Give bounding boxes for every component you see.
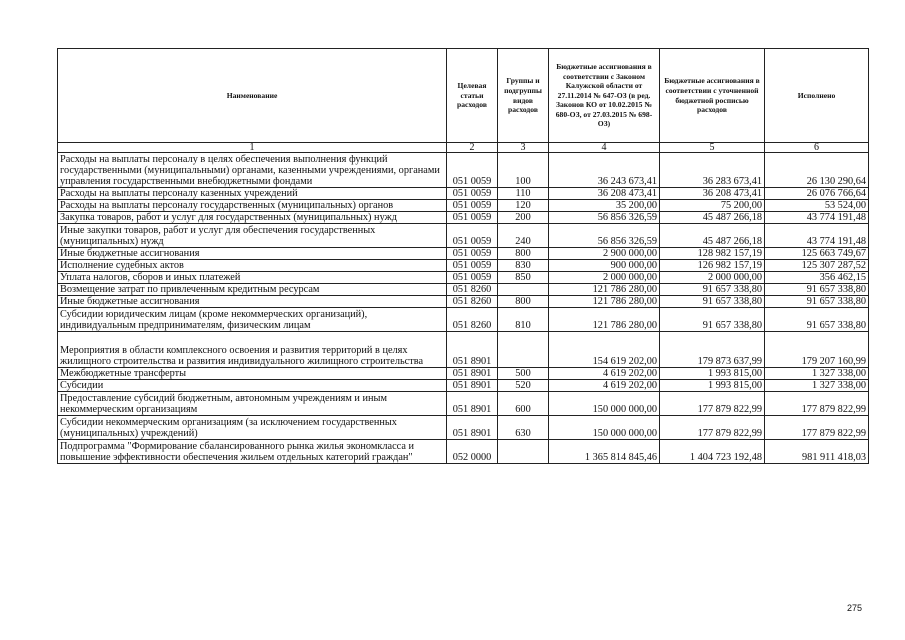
row-approved: 36 243 673,41: [549, 153, 660, 188]
row-target: 051 8901: [447, 332, 498, 368]
column-number: 6: [765, 143, 869, 153]
row-executed: 91 657 338,80: [765, 308, 869, 332]
row-group: 520: [498, 380, 549, 392]
row-name: Субсидии: [58, 380, 447, 392]
table-row: [58, 308, 869, 332]
row-target: 051 0059: [447, 272, 498, 284]
row-target: 051 8901: [447, 416, 498, 440]
row-executed: 53 524,00: [765, 200, 869, 212]
table-row: [58, 380, 869, 392]
table-row: [58, 284, 869, 296]
header-refined: Бюджетные ассигнования в соответствии с уточненной бюджетной росписью расходов: [660, 49, 765, 143]
row-name: Закупка товаров, работ и услуг для государственных (муниципальных) нужд: [58, 212, 447, 224]
row-target: 051 8901: [447, 392, 498, 416]
table-row: [58, 224, 869, 248]
header-approved: Бюджетные ассигнования в соответствии с Законом Калужской области от 27.11.2014 № 647-ОЗ (в ред. Законов КО от 10.02.2015 № 680-ОЗ, от 27.03.2015 № 698-ОЗ): [549, 49, 660, 143]
row-refined: 1 993 815,00: [660, 380, 765, 392]
row-executed: 177 879 822,99: [765, 416, 869, 440]
row-target: 051 0059: [447, 188, 498, 200]
row-group: 100: [498, 153, 549, 188]
row-target: 051 0059: [447, 200, 498, 212]
row-target: 051 8260: [447, 308, 498, 332]
row-executed: 43 774 191,48: [765, 224, 869, 248]
row-approved: 150 000 000,00: [549, 416, 660, 440]
row-name: Возмещение затрат по привлеченным кредитным ресурсам: [58, 284, 447, 296]
row-executed: 91 657 338,80: [765, 296, 869, 308]
row-group: 810: [498, 308, 549, 332]
row-name: Мероприятия в области комплексного освоения и развития территорий в целях жилищного строительства и развития индивидуального жилищного строительства: [58, 332, 447, 368]
row-name: Подпрограмма "Формирование сбалансированного рынка жилья экономкласса и повышение эффективности обеспечения жильем отдельных категорий граждан": [58, 440, 447, 464]
column-number: 3: [498, 143, 549, 153]
table-row: [58, 296, 869, 308]
row-refined: 128 982 157,19: [660, 248, 765, 260]
table-row: [58, 153, 869, 188]
row-approved: 36 208 473,41: [549, 188, 660, 200]
row-approved: 56 856 326,59: [549, 212, 660, 224]
row-refined: 177 879 822,99: [660, 392, 765, 416]
row-approved: 121 786 280,00: [549, 308, 660, 332]
row-executed: 981 911 418,03: [765, 440, 869, 464]
row-refined: 91 657 338,80: [660, 308, 765, 332]
row-target: 051 0059: [447, 153, 498, 188]
row-name: Исполнение судебных актов: [58, 260, 447, 272]
row-refined: 91 657 338,80: [660, 296, 765, 308]
row-refined: 179 873 637,99: [660, 332, 765, 368]
row-target: 051 8260: [447, 296, 498, 308]
table-row: [58, 212, 869, 224]
row-approved: 4 619 202,00: [549, 368, 660, 380]
table-row: [58, 368, 869, 380]
table-row: [58, 188, 869, 200]
row-approved: 56 856 326,59: [549, 224, 660, 248]
row-name: Расходы на выплаты персоналу государственных (муниципальных) органов: [58, 200, 447, 212]
row-approved: 121 786 280,00: [549, 296, 660, 308]
row-group: 800: [498, 248, 549, 260]
row-executed: 177 879 822,99: [765, 392, 869, 416]
row-group: [498, 332, 549, 368]
row-executed: 1 327 338,00: [765, 380, 869, 392]
row-group: 830: [498, 260, 549, 272]
row-target: 051 0059: [447, 260, 498, 272]
row-approved: 35 200,00: [549, 200, 660, 212]
table-row: [58, 416, 869, 440]
row-executed: 91 657 338,80: [765, 284, 869, 296]
row-name: Межбюджетные трансферты: [58, 368, 447, 380]
row-approved: 2 900 000,00: [549, 248, 660, 260]
table-body: [58, 153, 869, 464]
row-approved: 154 619 202,00: [549, 332, 660, 368]
header-group: Группы и подгруппы видов расходов: [498, 49, 549, 143]
row-approved: 4 619 202,00: [549, 380, 660, 392]
row-target: 051 8260: [447, 284, 498, 296]
row-target: 051 0059: [447, 212, 498, 224]
table-row: [58, 260, 869, 272]
row-refined: 75 200,00: [660, 200, 765, 212]
row-approved: 121 786 280,00: [549, 284, 660, 296]
row-name: Иные бюджетные ассигнования: [58, 296, 447, 308]
row-refined: 126 982 157,19: [660, 260, 765, 272]
row-target: 051 8901: [447, 368, 498, 380]
row-group: 240: [498, 224, 549, 248]
row-executed: 43 774 191,48: [765, 212, 869, 224]
row-name: Расходы на выплаты персоналу в целях обеспечения выполнения функций государственными (муниципальными) органами, казенными учреждениями, органами управления государственными внебюджетными фондами: [58, 153, 447, 188]
column-number-row: [58, 143, 869, 153]
row-refined: 36 283 673,41: [660, 153, 765, 188]
row-executed: 1 327 338,00: [765, 368, 869, 380]
row-name: Субсидии некоммерческим организациям (за исключением государственных (муниципальных) учреждений): [58, 416, 447, 440]
header-target: Целевая статьи расходов: [447, 49, 498, 143]
row-refined: 45 487 266,18: [660, 212, 765, 224]
row-refined: 36 208 473,41: [660, 188, 765, 200]
table-row: [58, 248, 869, 260]
row-refined: 177 879 822,99: [660, 416, 765, 440]
row-executed: 179 207 160,99: [765, 332, 869, 368]
table-row: [58, 440, 869, 464]
header-name: Наименование: [58, 49, 447, 143]
row-name: Субсидии юридическим лицам (кроме некоммерческих организаций), индивидуальным предпринимателям, физическим лицам: [58, 308, 447, 332]
row-name: Иные закупки товаров, работ и услуг для обеспечения государственных (муниципальных) нужд: [58, 224, 447, 248]
row-executed: 356 462,15: [765, 272, 869, 284]
column-number: 4: [549, 143, 660, 153]
row-group: 800: [498, 296, 549, 308]
row-target: 051 0059: [447, 224, 498, 248]
row-group: 200: [498, 212, 549, 224]
table-row: [58, 200, 869, 212]
row-name: Расходы на выплаты персоналу казенных учреждений: [58, 188, 447, 200]
row-approved: 900 000,00: [549, 260, 660, 272]
row-approved: 150 000 000,00: [549, 392, 660, 416]
row-name: Уплата налогов, сборов и иных платежей: [58, 272, 447, 284]
row-executed: 26 076 766,64: [765, 188, 869, 200]
row-group: 500: [498, 368, 549, 380]
row-target: 051 0059: [447, 248, 498, 260]
table-row: [58, 332, 869, 368]
page-number: 275: [847, 603, 863, 613]
row-target: 052 0000: [447, 440, 498, 464]
row-approved: 2 000 000,00: [549, 272, 660, 284]
row-group: 630: [498, 416, 549, 440]
row-group: 110: [498, 188, 549, 200]
row-executed: 26 130 290,64: [765, 153, 869, 188]
row-group: 850: [498, 272, 549, 284]
row-refined: 2 000 000,00: [660, 272, 765, 284]
header-row: [58, 49, 869, 143]
row-refined: 1 404 723 192,48: [660, 440, 765, 464]
row-approved: 1 365 814 845,46: [549, 440, 660, 464]
header-executed: Исполнено: [765, 49, 869, 143]
row-name: Иные бюджетные ассигнования: [58, 248, 447, 260]
column-number: 1: [58, 143, 447, 153]
row-executed: 125 663 749,67: [765, 248, 869, 260]
table-row: [58, 272, 869, 284]
row-refined: 1 993 815,00: [660, 368, 765, 380]
row-refined: 45 487 266,18: [660, 224, 765, 248]
row-target: 051 8901: [447, 380, 498, 392]
table-row: [58, 392, 869, 416]
row-executed: 125 307 287,52: [765, 260, 869, 272]
column-number: 5: [660, 143, 765, 153]
column-number: 2: [447, 143, 498, 153]
row-group: 120: [498, 200, 549, 212]
row-refined: 91 657 338,80: [660, 284, 765, 296]
row-group: [498, 440, 549, 464]
row-name: Предоставление субсидий бюджетным, автономным учреждениям и иным некоммерческим организациям: [58, 392, 447, 416]
row-group: [498, 284, 549, 296]
row-group: 600: [498, 392, 549, 416]
budget-table: [57, 48, 869, 464]
